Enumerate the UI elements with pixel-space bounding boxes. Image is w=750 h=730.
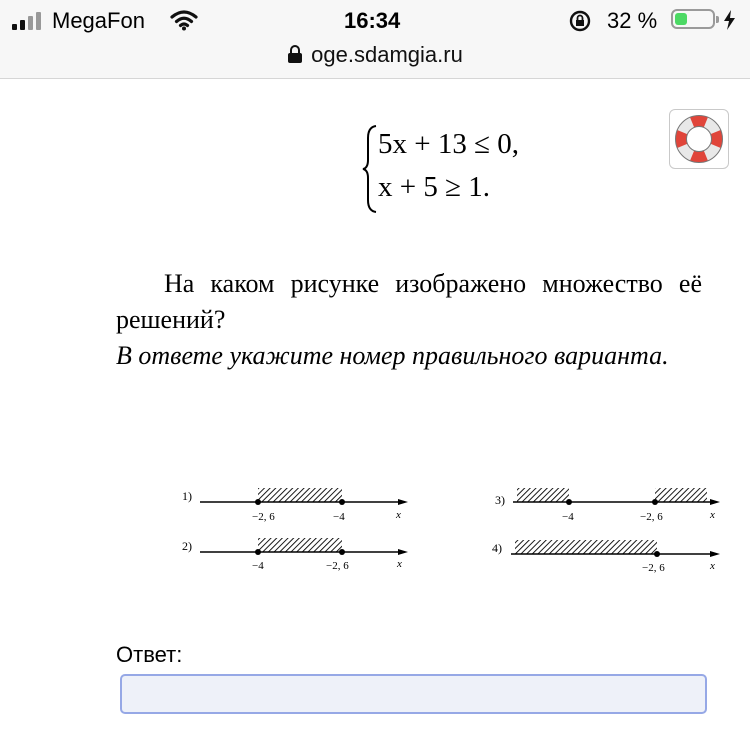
signal-icon xyxy=(12,12,46,30)
option-3-hatch-left xyxy=(517,488,569,502)
address-bar[interactable] xyxy=(0,36,750,79)
answer-options-figure xyxy=(170,480,740,585)
option-4-hatch xyxy=(515,540,657,554)
answer-label: Ответ: xyxy=(116,642,183,667)
option-1-point-b xyxy=(339,499,345,505)
option-3-hatch-right xyxy=(655,488,707,502)
inequality-system xyxy=(362,124,562,214)
option-3-x: x xyxy=(710,509,715,521)
wifi-icon xyxy=(170,9,198,31)
lock-icon xyxy=(287,44,303,64)
option-3-point-b xyxy=(652,499,658,505)
option-2-x: x xyxy=(397,558,402,570)
lifebuoy-icon xyxy=(670,110,728,168)
instruction-text: В ответе укажите номер правильного варианта. xyxy=(116,341,669,370)
option-3-label: 3) xyxy=(495,493,505,507)
option-3-arrow xyxy=(710,499,720,505)
battery-icon xyxy=(671,9,715,29)
battery-percent: 32 % xyxy=(607,8,658,33)
option-3 xyxy=(495,488,720,523)
brace-symbol xyxy=(362,124,378,214)
option-3-label-b: −2, 6 xyxy=(640,511,663,523)
option-1-hatch xyxy=(258,488,342,502)
option-4 xyxy=(492,540,720,574)
carrier-name: MegaFon xyxy=(52,8,145,33)
option-2-arrow xyxy=(398,549,408,555)
option-1-label: 1) xyxy=(182,489,192,503)
option-2-point-a xyxy=(255,549,261,555)
option-2-point-b xyxy=(339,549,345,555)
url-display[interactable] xyxy=(0,42,750,68)
option-2-label-a: −4 xyxy=(252,560,264,572)
charging-icon xyxy=(723,10,737,30)
option-4-x: x xyxy=(710,560,715,572)
inequality-2: x + 5 ≥ 1. xyxy=(378,171,491,203)
option-4-point-a xyxy=(654,551,660,557)
url-text: oge.sdamgia.ru xyxy=(311,42,463,67)
clock: 16:34 xyxy=(344,8,401,33)
option-4-arrow xyxy=(710,551,720,557)
option-3-point-a xyxy=(566,499,572,505)
rotation-lock-icon xyxy=(568,9,592,33)
option-1-point-a xyxy=(255,499,261,505)
option-2-hatch xyxy=(258,538,342,552)
option-1-x: x xyxy=(396,509,401,521)
option-2 xyxy=(182,538,408,572)
option-2-label-b: −2, 6 xyxy=(326,560,349,572)
answer-input[interactable] xyxy=(120,674,707,714)
option-2-label: 2) xyxy=(182,539,192,553)
inequality-1: 5x + 13 ≤ 0, xyxy=(378,128,520,160)
option-4-label-a: −2, 6 xyxy=(642,562,665,574)
option-1-arrow xyxy=(398,499,408,505)
option-1-label-a: −2, 6 xyxy=(252,511,275,523)
option-1-label-b: −4 xyxy=(333,511,345,523)
option-1 xyxy=(182,488,408,523)
option-3-label-a: −4 xyxy=(562,511,574,523)
help-button[interactable] xyxy=(669,109,729,169)
question-text: На каком рисунке изображено множество её решений? xyxy=(116,269,702,334)
option-4-label: 4) xyxy=(492,541,502,555)
